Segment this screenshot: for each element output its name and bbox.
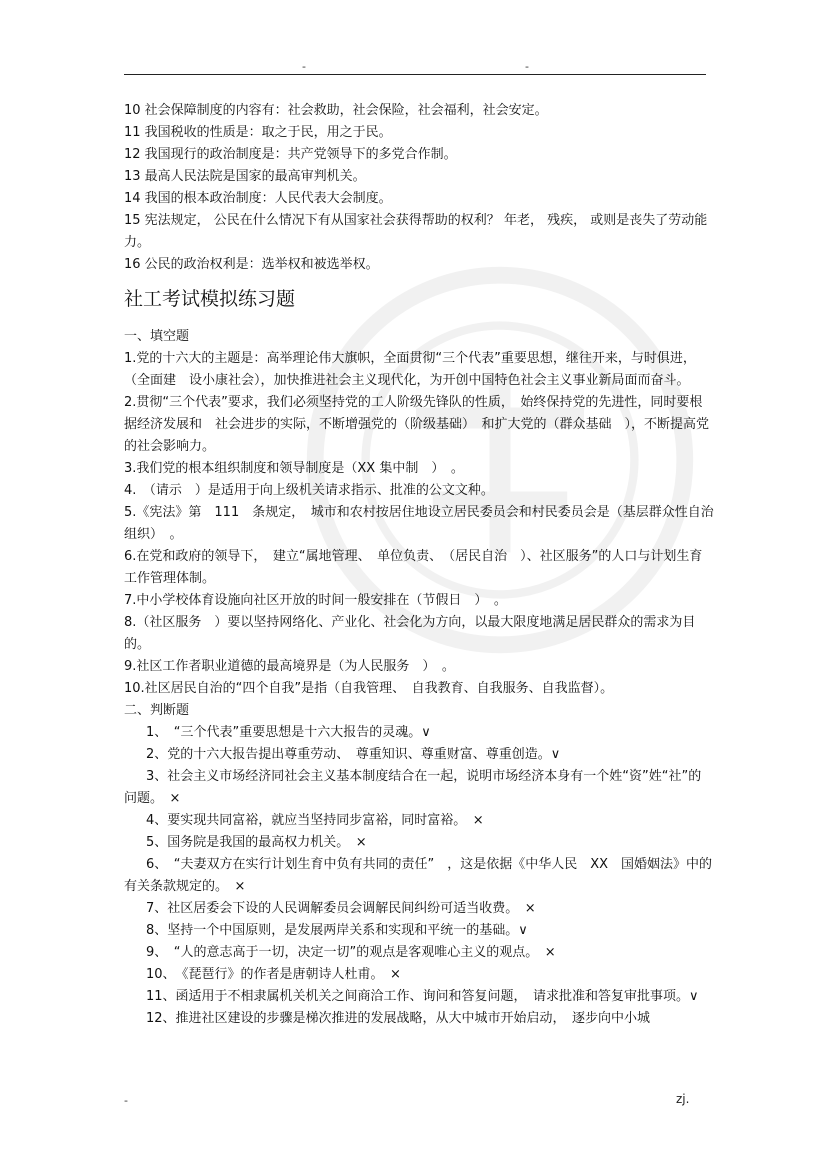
judge-item: 8、坚持一个中国原则，是发展两岸关系和实现和平统一的基础。∨	[146, 923, 528, 938]
footer-mark-right: zj.	[676, 1092, 690, 1106]
judge-item: 10、 《琵琶行》的作者是唐朝诗人杜甫。 ×	[146, 967, 401, 982]
fill-item: 3.我们党的根本组织制度和领导制度是（XX 集中制 ） 。	[124, 461, 464, 476]
fill-item: 6.在党和政府的领导下， 建立“属地管理、 单位负责、 （居民自治 ）、社区服务”的人口与计划生育工作管理体制。	[124, 549, 703, 586]
fill-item: 7.中小学校体育设施向社区开放的时间一般安排在（节假日 ） 。	[124, 593, 507, 608]
fill-item: 10.社区居民自治的“四个自我”是指（自我管理、 自我教育、自我服务、自我监督）。	[124, 681, 614, 696]
intro-item: 16 公民的政治权利是：选举权和被选举权。	[124, 257, 379, 272]
fill-item: 8.（社区服务 ）要以坚持网络化、产业化、社会化为方向，以最大限度地满足居民群众的需求为目的。	[124, 615, 696, 652]
document-title: 社工考试模拟练习题	[124, 288, 296, 310]
fill-item: 1.党的十六大的主题是：高举理论伟大旗帜，全面贯彻“三个代表”重要思想，继往开来，与时俱进， （全面建 设小康社会），加快推进社会主义现代化，为开创中国特色社会主义事业新局面而奋斗。	[124, 351, 703, 388]
judge-item: 7、社区居委会下设的人民调解委员会调解民间纠纷可适当收费。 ×	[146, 901, 536, 916]
intro-item: 13 最高人民法院是国家的最高审判机关。	[124, 169, 366, 184]
fill-item: 9.社区工作者职业道德的最高境界是（为人民服务 ） 。	[124, 659, 455, 674]
judge-item: 5、国务院是我国的最高权力机关。 ×	[146, 835, 367, 850]
footer-mark-left: -	[124, 1094, 128, 1107]
judge-item: 4、要实现共同富裕，就应当坚持同步富裕，同时富裕。 ×	[146, 813, 484, 828]
fill-item: 4. （请示 ）是适用于向上级机关请求指示、批准的公文文种。	[124, 483, 494, 498]
header-mark-right: -	[525, 60, 529, 73]
intro-item: 11 我国税收的性质是：取之于民，用之于民。	[124, 125, 392, 140]
judge-item: 2、党的十六大报告提出尊重劳动、 尊重知识、尊重财富、尊重创造。∨	[146, 747, 561, 762]
fill-item: 2.贯彻“三个代表”要求，我们必须坚持党的工人阶级先锋队的性质， 始终保持党的先进性，同时要根据经济发展和 社会进步的实际，不断增强党的（阶级基础） 和扩大党的（群众基础 ），不断提高党的社会影响力。	[124, 395, 710, 454]
section-heading-judge: 二、判断题	[124, 703, 190, 718]
intro-item: 14 我国的根本政治制度：人民代表大会制度。	[124, 191, 392, 206]
header-mark-left: -	[302, 60, 306, 73]
judge-item: 6、 “夫妻双方在实行计划生育中负有共同的责任” ，这是依据《中华人民 XX 国婚姻法》中的有关条款规定的。 ×	[124, 857, 713, 894]
intro-item: 15 宪法规定， 公民在什么情况下有从国家社会获得帮助的权利？ 年老， 残疾， 或则是丧失了劳动能力。	[124, 213, 708, 250]
judge-item: 1、 “三个代表”重要思想是十六大报告的灵魂。∨	[146, 725, 431, 740]
intro-item: 12 我国现行的政治制度是：共产党领导下的多党合作制。	[124, 147, 457, 162]
intro-item: 10 社会保障制度的内容有：社会救助，社会保险，社会福利，社会安定。	[124, 103, 548, 118]
judge-item: 9、 “人的意志高于一切，决定一切”的观点是客观唯心主义的观点。 ×	[146, 945, 556, 960]
fill-item: 5.《宪法》第 111 条规定， 城市和农村按居住地设立居民委员会和村民委员会是（基层群众性自治组织） 。	[124, 505, 714, 542]
header-rule	[124, 74, 706, 75]
document-body	[124, 100, 714, 1030]
judge-item: 3、社会主义市场经济同社会主义基本制度结合在一起，说明市场经济本身有一个姓“资”姓“社”的问题。 ×	[124, 769, 702, 806]
judge-item: 12、推进社区建设的步骤是梯次推进的发展战略，从大中城市开始启动， 逐步向中小城	[146, 1011, 651, 1026]
section-heading-fill: 一、填空题	[124, 329, 190, 344]
judge-item: 11、函适用于不相隶属机关机关之间商洽工作、询问和答复问题， 请求批准和答复审批事项。∨	[146, 989, 699, 1004]
